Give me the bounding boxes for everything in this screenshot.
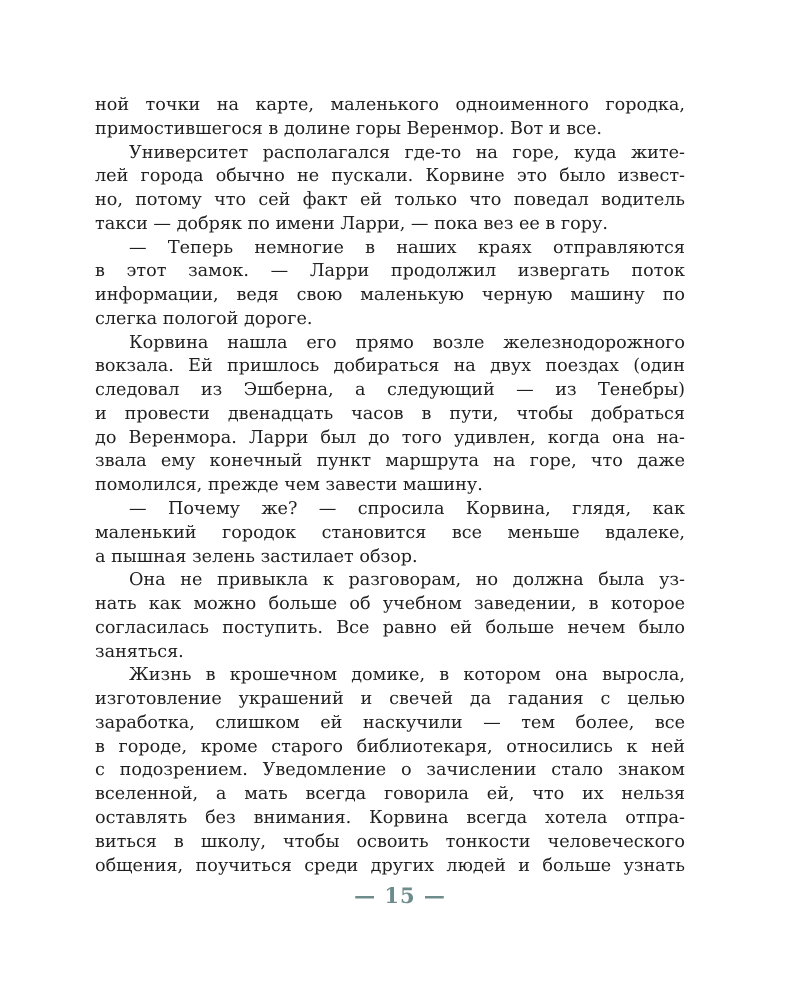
text-line: нать как можно больше об учебном заведении, в которое xyxy=(95,594,685,615)
text-line: такси — добряк по имени Ларри, — пока вез ее в гору. xyxy=(95,213,608,234)
text-line: а пышная зелень застилает обзор. xyxy=(95,546,418,567)
text-line: изготовление украшений и свечей да гадания с целью xyxy=(95,689,685,710)
text-line: слегка пологой дороге. xyxy=(95,308,313,329)
text-line: заняться. xyxy=(95,641,184,662)
text-line: лей города обычно не пускали. Корвине это было извест- xyxy=(95,166,685,187)
text-line: в городе, кроме старого библиотекаря, относились к ней xyxy=(95,736,685,757)
text-line: оставлять без внимания. Корвина всегда хотела отпра- xyxy=(95,807,685,828)
text-line: Она не привыкла к разговорам, но должна была уз- xyxy=(129,570,685,591)
body-text xyxy=(95,94,685,878)
text-line: виться в школу, чтобы освоить тонкости человеческого xyxy=(95,831,685,852)
text-line: вокзала. Ей пришлось добираться на двух поездах (один xyxy=(95,356,685,377)
text-line: ной точки на карте, маленького одноименного городка, xyxy=(95,95,685,115)
text-line: с подозрением. Уведомление о зачислении стало знаком xyxy=(95,760,685,781)
text-line: маленький городок становится все меньше вдалеке, xyxy=(95,522,685,543)
text-line: — Теперь немногие в наших краях отправляются xyxy=(129,237,685,258)
text-line: в этот замок. — Ларри продолжил извергать поток xyxy=(95,261,685,282)
text-line: информации, ведя свою маленькую черную машину по xyxy=(95,285,685,306)
text-line: до Веренмора. Ларри был до того удивлен, когда она на- xyxy=(95,427,685,448)
text-line: — Почему же? — спросила Корвина, глядя, как xyxy=(129,499,685,520)
text-line: звала ему конечный пункт маршрута на горе, что даже xyxy=(95,451,685,472)
text-line: Корвина нашла его прямо возле железнодорожного xyxy=(129,332,685,353)
text-line: но, потому что сей факт ей только что поведал водитель xyxy=(95,190,685,211)
page-number: — 15 — xyxy=(354,883,446,908)
text-line: примостившегося в долине горы Веренмор. Вот и все. xyxy=(95,118,602,139)
text-line: согласилась поступить. Все равно ей больше нечем было xyxy=(95,617,685,638)
text-line: Жизнь в крошечном домике, в котором она выросла, xyxy=(129,665,685,686)
text-line: помолился, прежде чем завести машину. xyxy=(95,475,483,496)
text-line: заработка, слишком ей наскучили — тем более, все xyxy=(95,712,685,733)
text-line: вселенной, а мать всегда говорила ей, что их нельзя xyxy=(95,784,685,805)
text-line: общения, поучиться среди других людей и больше узнать xyxy=(95,855,685,876)
text-line: и провести двенадцать часов в пути, чтобы добраться xyxy=(95,403,685,424)
text-line: Университет располагался где-то на горе, куда жите- xyxy=(129,142,685,163)
text-line: следовал из Эшберна, а следующий — из Тенебры) xyxy=(95,380,685,401)
